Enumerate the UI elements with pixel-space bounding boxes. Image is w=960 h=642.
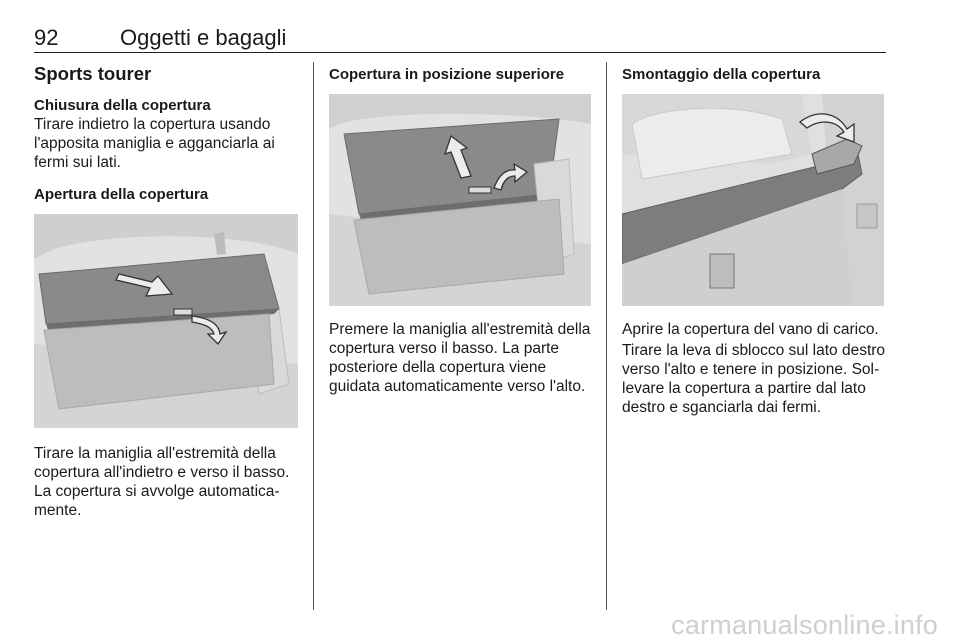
- column-1-caption-block: [34, 444, 302, 520]
- raised-caption: Premere la maniglia all'estremità della copertura verso il basso. La parte posteriore della copertura viene guidata automaticamente verso l'alto.: [329, 321, 591, 395]
- removal-cover-illustration: [622, 94, 884, 306]
- subsection-title-opening: Apertura della copertura: [34, 186, 209, 203]
- closing-instructions: Tirare indietro la copertura usando l'apposita maniglia e agganciarla ai fermi sui lati.: [34, 116, 275, 171]
- section-title: Sports tourer: [34, 63, 152, 84]
- subsection-title-removal: Smontaggio della copertura: [622, 66, 821, 83]
- removal-caption-2: Tirare la leva di sblocco sul lato destro verso l'alto e tenere in posizione. Sol-levare la copertura a partire dal lato destro e sganciarla dai fermi.: [622, 342, 886, 416]
- page-title: Oggetti e bagagli: [120, 25, 287, 50]
- page-number: 92: [34, 25, 59, 50]
- column-2: [329, 62, 595, 84]
- removal-caption-1: Aprire la copertura del vano di carico.: [622, 321, 879, 338]
- opening-caption: Tirare la maniglia all'estremità della copertura all'indietro e verso il basso. La copertura si avvolge automatica-mente.: [34, 445, 290, 519]
- column-divider: [313, 62, 314, 610]
- column-3: [622, 62, 886, 84]
- raised-cover-illustration: [329, 94, 591, 306]
- subsection-title-raised: Copertura in posizione superiore: [329, 66, 565, 83]
- column-divider: [606, 62, 607, 610]
- subsection-title-closing: Chiusura della copertura: [34, 97, 211, 114]
- column-3-caption-block: [622, 320, 886, 417]
- opening-cover-illustration: [34, 214, 298, 428]
- column-2-caption-block: [329, 320, 595, 396]
- page-header: [34, 26, 886, 53]
- column-1: [34, 62, 302, 204]
- watermark: carmanualsonline.info: [671, 610, 938, 640]
